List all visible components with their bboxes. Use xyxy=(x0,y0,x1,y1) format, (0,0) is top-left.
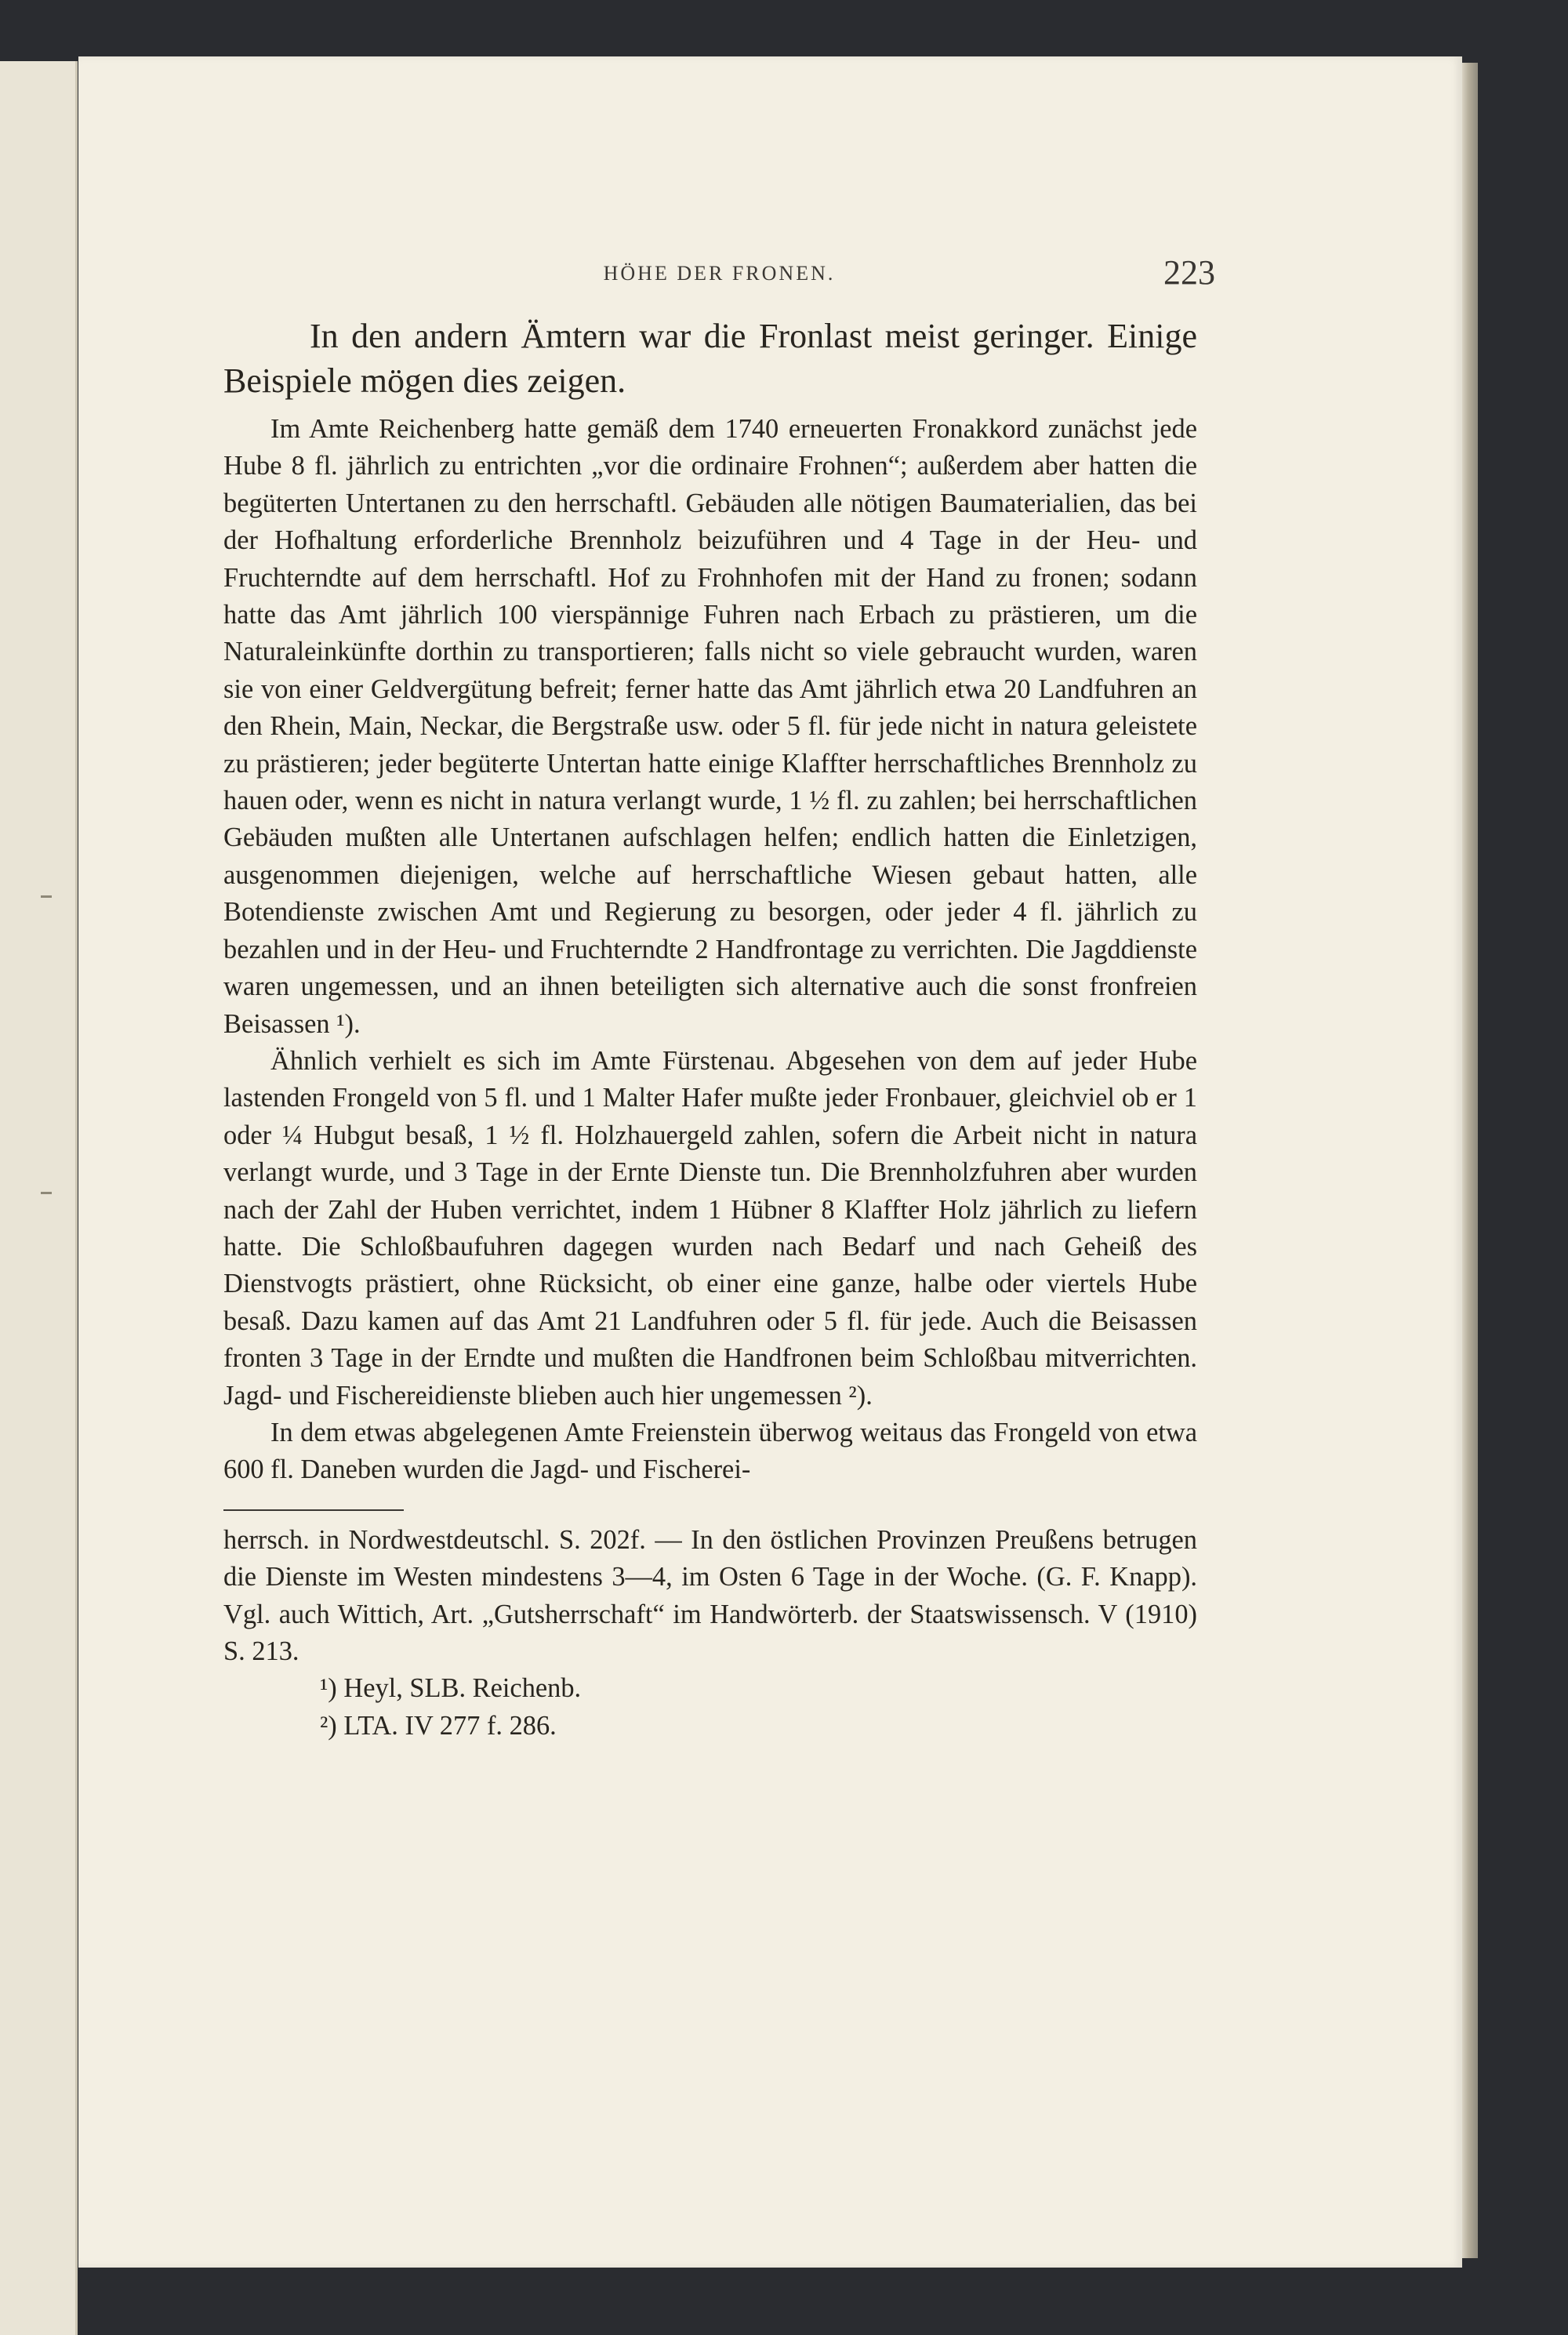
paragraph-reichenberg: Im Amte Reichenberg hatte gemäß dem 1740 erneuerten Fronakkord zunächst jede Hube 8 fl. jährlich zu entrichten „vor die ordinaire Frohnen“; außerdem aber hatten die begüterten Untertanen zu den herrschaftl. Gebäuden alle nötigen Baumaterialien, das bei der Hofhaltung erforderliche Brennholz beizuführen und 4 Tage in der Heu- und Fruchterndte auf dem herrschaftl. Hof zu Frohnhofen mit der Hand zu fronen; sodann hatte das Amt jährlich 100 vierspännige Fuhren nach Erbach zu prästieren, um die Naturaleinkünfte dorthin zu transportieren; falls nicht so viele gebraucht wurden, waren sie von einer Geldvergütung befreit; ferner hatte das Amt jährlich etwa 20 Landfuhren an den Rhein, Main, Neckar, die Bergstraße usw. oder 5 fl. für jede nicht in natura geleistete zu prästieren; jeder begüterte Untertan hatte einige Klaffter herrschaftliches Brennholz zu hauen oder, wenn es nicht in natura verlangt wurde, 1 ½ fl. zu zahlen; bei herrschaftlichen Gebäuden mußten alle Untertanen aufschlagen helfen; endlich hatten die Einletzigen, ausgenommen diejenigen, welche auf herrschaftliche Wiesen gebaut hatten, alle Botendienste zwischen Amt und Regierung zu besorgen, oder jeder 4 fl. jährlich zu bezahlen und in der Heu- und Fruchterndte 2 Handfrontage zu verrichten. Die Jagddienste waren ungemessen, und an ihnen beteiligten sich alternative auch die sonst fronfreien Beisassen ¹). xyxy=(223,414,1197,1039)
paragraph-fuerstenau: Ähnlich verhielt es sich im Amte Fürstenau. Abgesehen von dem auf jeder Hube lastenden Frongeld von 5 fl. und 1 Malter Hafer mußte jeder Fronbauer, gleichviel ob er 1 oder ¼ Hubgut besaß, 1 ½ fl. Holzhauergeld zahlen, sofern die Arbeit nicht in natura verlangt wurde, und 3 Tage in der Ernte Dienste tun. Die Brennholzfuhren aber wurden nach der Zahl der Huben verrichtet, indem 1 Hübner 8 Klaffter Holz jährlich zu liefern hatte. Die Schloßbaufuhren dagegen wurden nach Bedarf und nach Geheiß des Dienstvogts prästiert, ohne Rücksicht, ob einer eine ganze, halbe oder viertels Hube besaß. Dazu kamen auf das Amt 21 Landfuhren oder 5 fl. für jede. Auch die Beisassen fronten 3 Tage in der Erndte und mußten die Handfronen beim Schloßbau mitverrichten. Jagd- und Fischereidienste blieben auch hier ungemessen ²). xyxy=(223,1045,1197,1411)
page-stack-edge xyxy=(1462,63,1478,2258)
facing-page-edge xyxy=(0,61,78,2335)
footnote-continuation: herrsch. in Nordwestdeutschl. S. 202f. — In den östlichen Provinzen Preußens betrugen die Dienste im Westen mindestens 3—4, im Osten 6 Tage in der Woche. (G. F. Knapp). Vgl. auch Wittich, Art. „Gutsherrschaft“ im Handwörterb. der Staatswissensch. V (1910) S. 213. xyxy=(223,1524,1197,1666)
running-head: HÖHE DER FRONEN. xyxy=(603,262,836,285)
footnote-2: ²) LTA. IV 277 f. 286. xyxy=(320,1710,557,1741)
page-number: 223 xyxy=(1163,253,1215,292)
footnote-rule xyxy=(223,1509,404,1511)
main-text xyxy=(223,314,1197,1745)
margin-mark xyxy=(41,895,52,898)
intro-paragraph: In den andern Ämtern war die Fronlast meist geringer. Einige Beispiele mögen dies zeigen. xyxy=(223,317,1197,400)
paragraph-freienstein: In dem etwas abgelegenen Amte Freienstein überwog weitaus das Frongeld von etwa 600 fl. Daneben wurden die Jagd- und Fischerei- xyxy=(223,1417,1197,1485)
page-header xyxy=(223,252,1215,300)
footnote-1: ¹) Heyl, SLB. Reichenb. xyxy=(320,1673,582,1704)
margin-mark xyxy=(41,1192,52,1194)
